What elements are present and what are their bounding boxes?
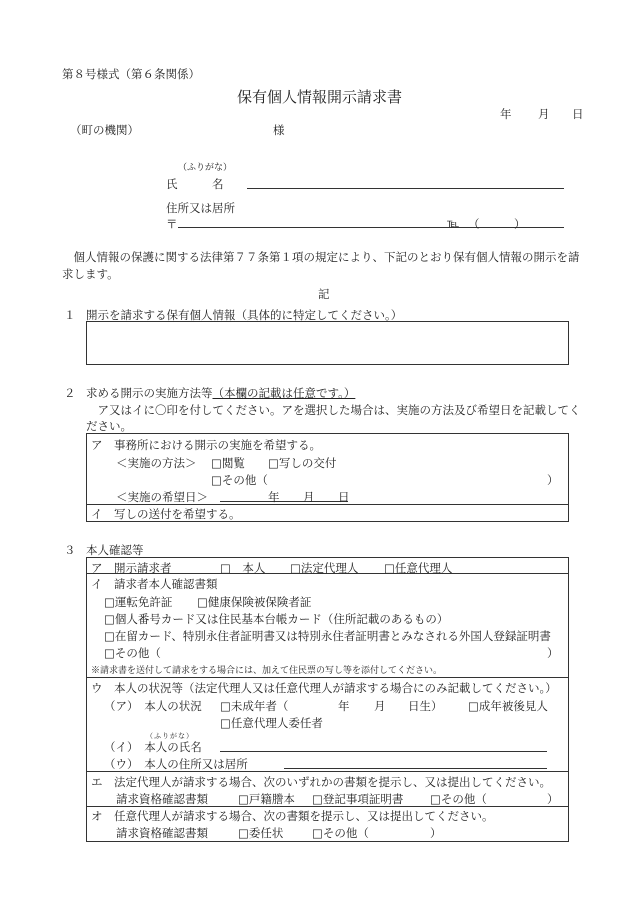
- applicant-name-field[interactable]: [247, 188, 564, 189]
- id-docs-label: イ 請求者本人確認書類: [91, 577, 218, 591]
- divider: [86, 504, 569, 505]
- requester-proxy-checkbox[interactable]: □任意代理人: [384, 561, 453, 575]
- legal-rep-qualification-label: 請求資格確認書類: [116, 792, 208, 806]
- legal-rep-docs-label: エ 法定代理人が請求する場合、次のいずれかの書類を提示し、又は提出してください。: [91, 775, 551, 789]
- method-other-close: ）: [547, 473, 559, 487]
- principal-name-field[interactable]: [220, 751, 547, 752]
- divider: [86, 771, 569, 772]
- legal-rep-other-checkbox[interactable]: □その他（: [430, 792, 487, 806]
- form-number: 第８号様式（第６条関係）: [62, 67, 200, 81]
- divider: [86, 677, 569, 678]
- proxy-mandate-checkbox[interactable]: □委任状: [238, 826, 284, 840]
- postal-mark: 〒: [166, 217, 178, 231]
- principal-status-a-label: （ア） 本人の状況: [104, 699, 202, 713]
- applicant-address-label: 住所又は居所: [166, 201, 235, 215]
- preferred-date-month: 月: [303, 490, 315, 504]
- proxy-other-checkbox[interactable]: □その他（: [312, 826, 369, 840]
- option-a-office[interactable]: ア 事務所における開示の実施を希望する。: [91, 438, 321, 452]
- tel-mark: ℡: [447, 216, 460, 230]
- section2-instruction-1: ア又はイに〇印を付してください。アを選択した場合は、実施の方法及び希望日を記載してく: [86, 403, 581, 417]
- section2-title: 求める開示の実施方法等（本欄の記載は任意です。）: [86, 386, 356, 400]
- option-i-mail[interactable]: イ 写しの送付を希望する。: [91, 507, 241, 521]
- id-other-close: ）: [547, 646, 559, 660]
- date-month: 月: [538, 107, 550, 121]
- method-label: ＜実施の方法＞: [116, 456, 197, 470]
- section2-instruction-2: ださい。: [86, 419, 132, 433]
- principal-furigana-label: （ふりがな）: [146, 732, 194, 740]
- addressee: （町の機関）: [70, 123, 139, 137]
- principal-address-label: （ウ） 本人の住所又は居所: [104, 757, 248, 771]
- legal-rep-registry-checkbox[interactable]: □登記事項証明書: [312, 792, 404, 806]
- legal-rep-other-close: ）: [547, 792, 559, 806]
- section3-title: 本人確認等: [86, 543, 144, 557]
- id-mynumber-checkbox[interactable]: □個人番号カード又は住民基本台帳カード（住所記載のあるもの）: [104, 612, 449, 626]
- principal-birth-year: 年: [338, 699, 350, 713]
- date-day: 日: [572, 107, 584, 121]
- principal-birth-month: 月: [374, 699, 386, 713]
- principal-proxy-checkbox[interactable]: □任意代理人委任者: [220, 716, 323, 730]
- principal-birth-day: 日生）: [408, 699, 443, 713]
- requester-legal-checkbox[interactable]: □法定代理人: [290, 561, 359, 575]
- section2-optional-note: （本欄の記載は任意です。）: [212, 386, 356, 400]
- principal-name-label: （イ） 本人の氏名: [104, 740, 202, 754]
- preferred-date-year: 年: [268, 490, 280, 504]
- preferred-date-label: ＜実施の希望日＞: [116, 490, 208, 504]
- method-view-checkbox[interactable]: □閲覧: [211, 456, 245, 470]
- tel-field[interactable]: （ ）: [468, 217, 526, 231]
- principal-address-field[interactable]: [284, 768, 547, 769]
- method-other-checkbox[interactable]: □その他（: [211, 473, 268, 487]
- divider: [86, 806, 569, 807]
- id-license-checkbox[interactable]: □運転免許証: [104, 595, 173, 609]
- proxy-qualification-label: 請求資格確認書類: [116, 826, 208, 840]
- date-year: 年: [500, 107, 512, 121]
- method-copy-checkbox[interactable]: □写しの交付: [268, 456, 337, 470]
- id-other-checkbox[interactable]: □その他（: [104, 646, 161, 660]
- principal-adult-ward-checkbox[interactable]: □成年被後見人: [468, 699, 548, 713]
- id-docs-note: ※請求書を送付して請求をする場合には、加えて住民票の写し等を添付してください。: [91, 666, 443, 676]
- principal-status-label: ウ 本人の状況等（法定代理人又は任意代理人が請求する場合にのみ記載してください。）: [91, 681, 557, 695]
- proxy-docs-label: オ 任意代理人が請求する場合、次の書類を提示し、又は提出してください。: [91, 809, 494, 823]
- divider: [86, 573, 569, 574]
- honorific: 様: [273, 123, 285, 137]
- requested-info-field[interactable]: [86, 321, 569, 365]
- intro-line-1: 個人情報の保護に関する法律第７７条第１項の規定により、下記のとおり保有個人情報の開示を請: [62, 250, 580, 264]
- ki-label: 記: [318, 287, 330, 301]
- proxy-other-close: ）: [430, 826, 442, 840]
- id-residence-checkbox[interactable]: □在留カード、特別永住者証明書又は特別永住者証明書とみなされる外国人登録証明書: [104, 629, 551, 643]
- section1-title: 開示を請求する保有個人情報（具体的に特定してください。）: [86, 308, 403, 322]
- section1-number: １: [64, 308, 76, 322]
- requester-self-checkbox[interactable]: □ 本人: [220, 561, 266, 575]
- principal-minor-checkbox[interactable]: □未成年者（: [220, 699, 289, 713]
- preferred-date-day: 日: [338, 490, 350, 504]
- form-title: 保有個人情報開示請求書: [237, 88, 403, 106]
- applicant-name-label: 氏 名: [166, 177, 224, 191]
- intro-line-2: 求します。: [62, 267, 119, 281]
- id-insurance-checkbox[interactable]: □健康保険被保険者証: [197, 595, 312, 609]
- section2-number: ２: [64, 386, 76, 400]
- legal-rep-koseki-checkbox[interactable]: □戸籍謄本: [238, 792, 295, 806]
- section3-number: ３: [64, 543, 76, 557]
- requester-label: ア 開示請求者: [91, 561, 172, 575]
- applicant-furigana-label: （ふりがな）: [178, 163, 233, 173]
- preferred-date-field[interactable]: [220, 501, 348, 502]
